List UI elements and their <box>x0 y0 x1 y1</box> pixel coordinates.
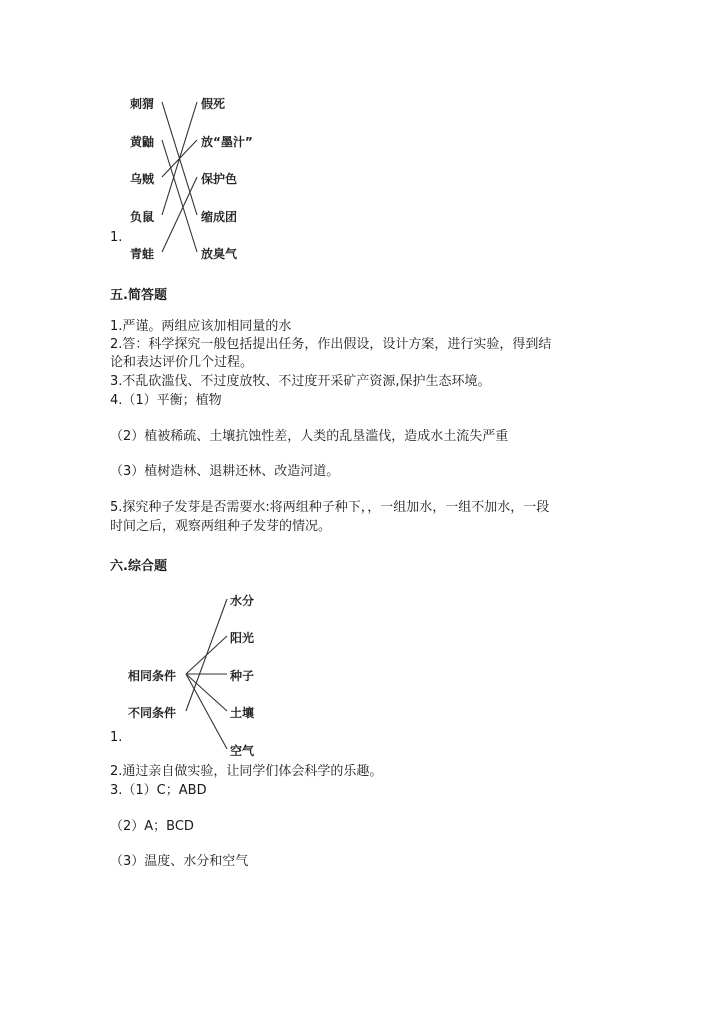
line-different-water <box>186 599 227 711</box>
item-number: 1. <box>110 730 123 745</box>
left-item-cuttlefish: 乌贼 <box>130 172 155 186</box>
right-item-air: 空气 <box>230 744 255 758</box>
left-item-hedgehog: 刺猬 <box>130 97 155 111</box>
right-item-soil: 土壤 <box>230 706 255 720</box>
left-item-weasel: 黄鼬 <box>130 135 155 149</box>
right-item-play-dead: 假死 <box>201 97 226 111</box>
left-item-frog: 青蛙 <box>130 247 155 261</box>
answer-line: 3.不乱砍滥伐、不过度放牧、不过度开采矿产资源,保护生态环境。 <box>110 374 491 389</box>
answer-line: 1.严谨。两组应该加相同量的水 <box>110 319 292 334</box>
item-number: 1. <box>110 230 123 245</box>
left-item-different-conditions: 不同条件 <box>128 706 177 720</box>
right-item-curl-up: 缩成团 <box>201 210 238 224</box>
answer-line: 2.答：科学探究一般包括提出任务，作出假设，设计方案，进行实验，得到结 <box>110 337 552 352</box>
answer-line: 3.（1）C；ABD <box>110 783 207 798</box>
answer-line: （2）植被稀疏、土壤抗蚀性差，人类的乱垦滥伐，造成水土流失严重 <box>110 429 509 444</box>
answer-line: （3）植树造林、退耕还林、改造河道。 <box>110 464 340 479</box>
left-item-opossum: 负鼠 <box>130 210 155 224</box>
section-title-comprehensive: 六.综合题 <box>110 559 167 574</box>
right-item-release-odor: 放臭气 <box>201 247 238 261</box>
answer-line: （3）温度、水分和空气 <box>110 854 249 869</box>
answer-line: 5.探究种子发芽是否需要水:将两组种子种下，，一组加水，一组不加水，一段 <box>110 500 550 515</box>
right-item-sunlight: 阳光 <box>230 631 255 645</box>
right-item-camouflage: 保护色 <box>201 172 238 186</box>
section-title-short-answer: 五.简答题 <box>110 288 167 303</box>
answer-line: （2）A；BCD <box>110 819 194 834</box>
answer-line: 4.（1）平衡；植物 <box>110 393 222 408</box>
answer-line: 2.通过亲自做实验，让同学们体会科学的乐趣。 <box>110 764 383 779</box>
answer-line: 论和表达评价几个过程。 <box>110 355 254 370</box>
right-item-seeds: 种子 <box>230 669 255 683</box>
line-same-soil <box>186 674 227 711</box>
right-item-release-ink: 放“墨汁” <box>201 135 253 149</box>
answer-line: 时间之后，观察两组种子发芽的情况。 <box>110 519 332 534</box>
right-item-water: 水分 <box>230 594 255 608</box>
line-same-air <box>186 674 227 749</box>
left-item-same-conditions: 相同条件 <box>128 669 177 683</box>
